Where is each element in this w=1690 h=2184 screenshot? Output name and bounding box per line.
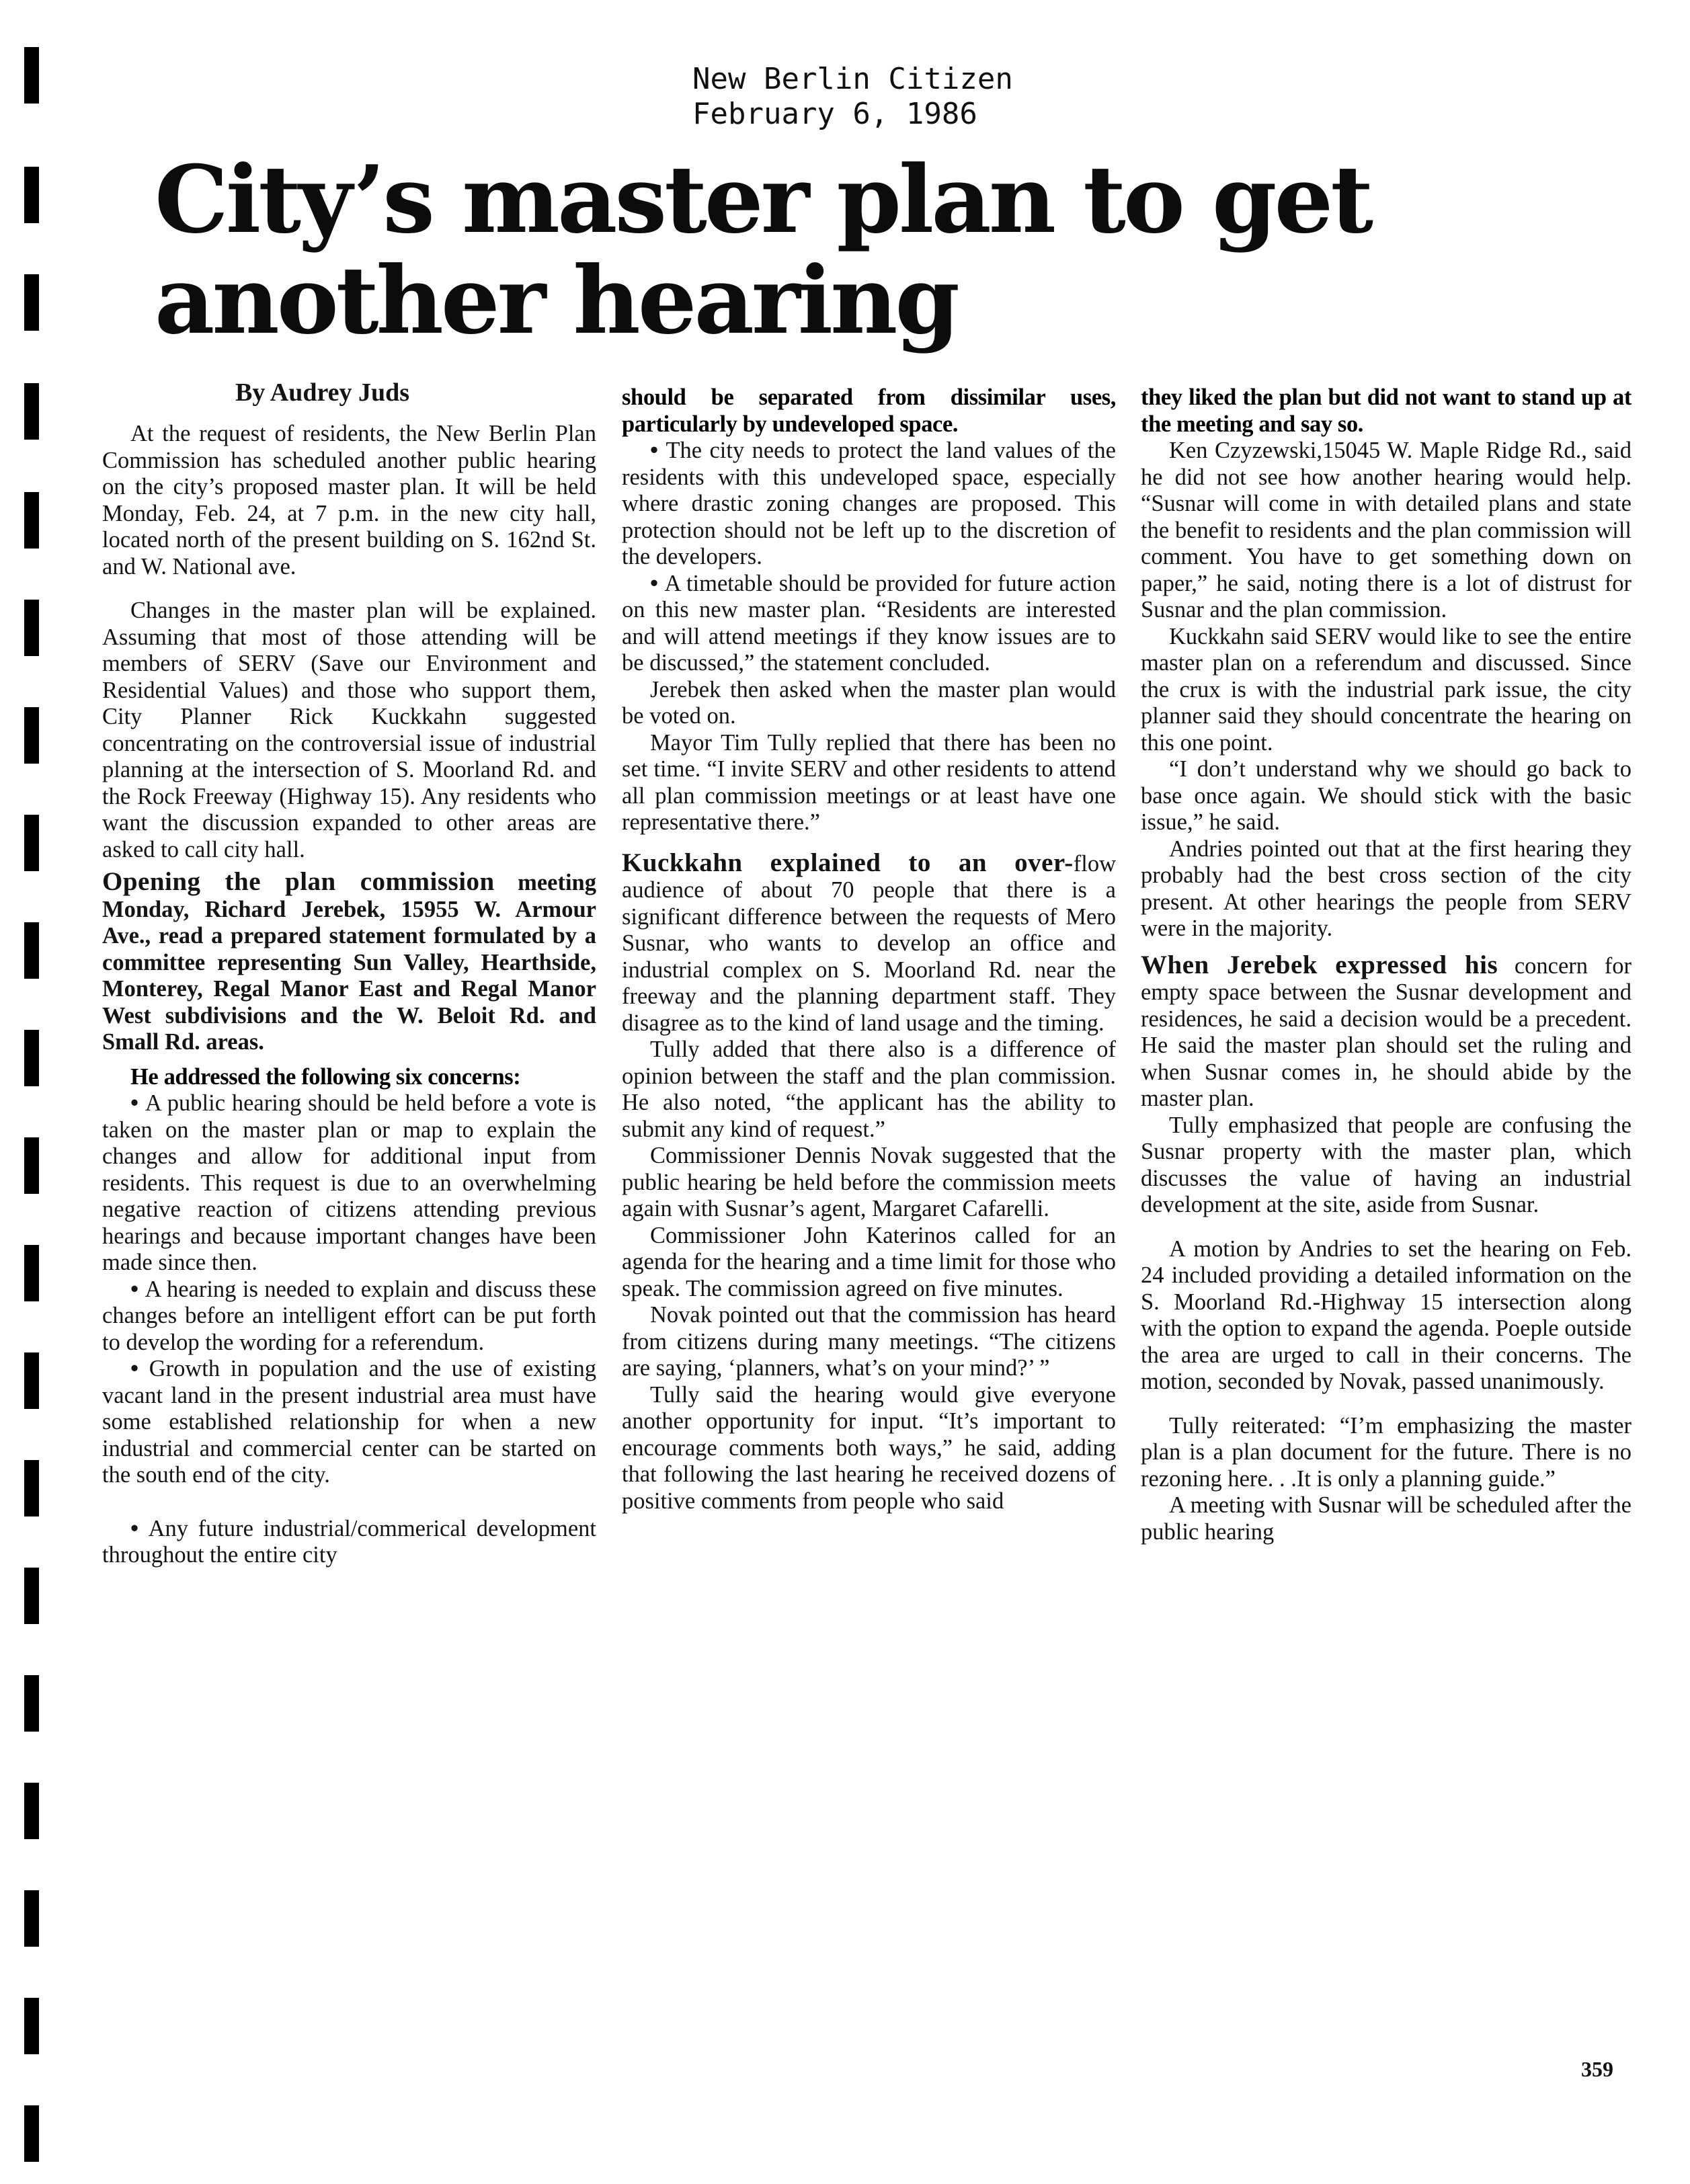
publication-name: New Berlin Citizen (692, 62, 1013, 96)
section-lead-in: Kuckkahn explained to an over- (622, 848, 1074, 877)
paragraph: At the request of residents, the New Berlin Plan Commission has scheduled another public hearing on the city’s proposed master plan. It will be held Monday, Feb. 24, at 7 p.m. in the new city hall, located north of the present building on S. 162nd St. and W. National ave. (102, 421, 596, 579)
paragraph: Andries pointed out that at the first hearing they probably had the best cross section of the city present. At other hearings the people from SERV were in the majority. (1141, 836, 1632, 941)
bullet-point: • Growth in population and the use of existing vacant land in the present industrial area must have some established relationship for when a new industrial and commercial center can be started on the south end of the city. (102, 1356, 596, 1489)
paragraph: Ken Czyzewski,15045 W. Maple Ridge Rd., said he did not see how another hearing would help. “Susnar will come in with detailed plans and state the benefit to residents and the plan commission will comment. You have to get something down on paper,” he said, noting there is a lot of distrust for Susnar and the plan commission. (1141, 438, 1632, 622)
section-lead-in: When Jerebek expressed his (1141, 950, 1498, 979)
paragraph-text: concern for empty space between the Susnar development and residences, he said a decision would be a precedent. He said the master plan should set the ruling and when Susnar comes in, he should abide by the master plan. (1141, 953, 1632, 1111)
binding-mark (24, 922, 39, 979)
source-stamp (692, 62, 1096, 132)
binding-mark (24, 492, 39, 549)
bullet-point: • A public hearing should be held before a vote is taken on the master plan or map to explain the changes and allow for additional input from residents. This request is due to an overwhelming negative reaction of citizens attending previous hearings and because important changes have been made since then. (102, 1090, 596, 1277)
binding-mark (24, 383, 39, 440)
paragraph (622, 850, 1116, 1037)
paragraph-text: flow audience of about 70 people that there is a significant difference between the requests of Mero Susnar, who wants to develop an office and industrial complex on S. Moorland Rd. near the freeway and the planning department staff. They disagree as to the kind of land usage and the timing. (622, 850, 1116, 1036)
page-number: 359 (1581, 2057, 1613, 2081)
paragraph-text: meeting Monday, Richard Jerebek, 15955 W. Armour Ave., read a prepared statement formulated by a committee representing Sun Valley, Hearthside, Monterey, Regal Manor East and Regal Manor West subdivisions and the W. Beloit Rd. and Small Rd. areas. (102, 870, 596, 1055)
paragraph: A meeting with Susnar will be scheduled after the public hearing (1141, 1492, 1632, 1545)
binding-mark (24, 1460, 39, 1516)
publication-date: February 6, 1986 (692, 97, 977, 131)
paragraph (102, 868, 596, 1056)
paragraph: Tully added that there also is a difference of opinion between the staff and the plan commission. He also noted, “the applicant has the ability to submit any kind of request.” (622, 1037, 1116, 1142)
paragraph: Commissioner John Katerinos called for an agenda for the hearing and a time limit for those who speak. The commission agreed on five minutes. (622, 1222, 1116, 1301)
binding-mark (24, 167, 39, 223)
byline: By Audrey Juds (235, 378, 410, 407)
binding-mark (24, 2105, 39, 2162)
headline: City’s master plan to get another hearing (155, 145, 1371, 355)
binding-mark (24, 815, 39, 871)
paragraph: Kuckkahn said SERV would like to see the entire master plan on a referendum and discussed. Since the crux is with the industrial park issue, the city planner said they should concentrate the hearing on this one point. (1141, 623, 1632, 756)
paragraph: Tully reiterated: “I’m emphasizing the master plan is a plan document for the future. There is no rezoning here. . .It is only a planning guide.” (1141, 1412, 1632, 1492)
paragraph: A motion by Andries to set the hearing on Feb. 24 included providing a detailed information on the S. Moorland Rd.-Highway 15 intersection along with the option to expand the agenda. Poeple outside the area are urged to call in their concerns. The motion, seconded by Novak, passed unanimously. (1141, 1236, 1632, 1394)
paragraph (1141, 952, 1632, 1113)
article-column-1 (102, 378, 596, 1569)
binding-mark (24, 1998, 39, 2054)
binding-mark (24, 1568, 39, 1624)
paragraph: Tully said the hearing would give everyone another opportunity for input. “It’s important to encourage comments both ways,” he said, adding that following the last hearing he received dozens of positive comments from people who said (622, 1381, 1116, 1514)
binding-mark (24, 600, 39, 656)
paragraph: He addressed the following six concerns: (130, 1063, 521, 1090)
paragraph: Jerebek then asked when the master plan would be voted on. (622, 676, 1116, 729)
paragraph: Tully emphasized that people are confusing the Susnar property with the master plan, which discusses the value of having an industrial development at the site, aside from Susnar. (1141, 1112, 1632, 1217)
paragraph: Changes in the master plan will be explained. Assuming that most of those attending will be members of SERV (Save our Environment and Residential Values) and those who support them, City Planner Rick Kuckkahn suggested concentrating on the controversial issue of industrial planning at the intersection of S. Moorland Rd. and the Rock Freeway (Highway 15). Any residents who want the discussion expanded to other areas are asked to call city hall. (102, 598, 596, 862)
paragraph: Mayor Tim Tully replied that there has been no set time. “I invite SERV and other residents to attend all plan commission meetings or at least have one representative there.” (622, 729, 1116, 835)
binding-mark (24, 1675, 39, 1732)
binding-marks (24, 0, 40, 2184)
binding-mark (24, 1352, 39, 1409)
binding-mark (24, 1245, 39, 1301)
paragraph: Commissioner Dennis Novak suggested that the public hearing be held before the commission meets again with Susnar’s agent, Margaret Cafarelli. (622, 1143, 1116, 1221)
bullet-point: • A hearing is needed to explain and discuss these changes before an intelligent effort can be put forth to develop the wording for a referendum. (102, 1277, 596, 1357)
binding-mark (24, 1137, 39, 1194)
section-lead-in: Opening the plan commission (102, 867, 495, 896)
bullet-point: • The city needs to protect the land values of the residents with this undeveloped space, especially where drastic zoning changes are proposed. This protection should not be left up to the discretion of the developers. (622, 438, 1116, 571)
binding-mark (24, 1783, 39, 1839)
article-column-3 (1141, 385, 1632, 1545)
paragraph: Novak pointed out that the commission has heard from citizens during many meetings. “The citizens are saying, ‘planners, what’s on your mind?’ ” (622, 1302, 1116, 1381)
paragraph: they liked the plan but did not want to stand up at the meeting and say so. (1141, 385, 1632, 437)
paragraph: “I don’t understand why we should go back to base once again. We should stick with the basic issue,” he said. (1141, 756, 1632, 835)
binding-mark (24, 274, 39, 331)
binding-mark (24, 707, 39, 764)
binding-mark (24, 1890, 39, 1947)
article-column-2 (622, 385, 1116, 1514)
binding-mark (24, 1030, 39, 1086)
binding-mark (24, 47, 39, 104)
paragraph: should be separated from dissimilar uses, particularly by undeveloped space. (622, 385, 1116, 437)
bullet-point: • A timetable should be provided for future action on this new master plan. “Residents are interested and will attend meetings if they know issues are to be discussed,” the statement concluded. (622, 571, 1116, 677)
bullet-point: • Any future industrial/commerical development throughout the entire city (102, 1516, 596, 1569)
